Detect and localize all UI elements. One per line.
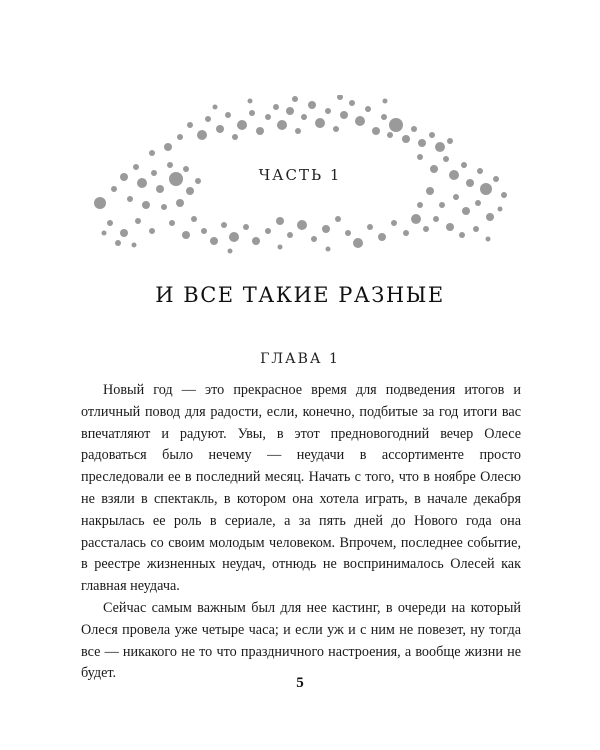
paragraph: Сейчас самым важным был для нее кастинг, в очереди на который Олеся провела уже четыре часа; и если уж и с ним не повезет, ну тогда все — никакого не то что праздничного настроения, а вообще жизни не будет. — [81, 599, 521, 682]
paragraph: Новый год — это прекрасное время для подведения итогов и отличный повод для радости, если, конечно, подбитые за год итоги вас впечатляют и радуют. Увы, в этот предновогодний вечер Олесе радоваться было нечему — неудачи в ассортименте просто преследовали ее в последний месяц. Начать с того, что в ноябре Олесю не взяли в спектакль, в котором она хотела играть, в начале декабря накрылась ее роль в сериале, а за пять дней до Нового года она рассталась со своим молодым человеком. Впрочем, последнее событие, в реестре жизненных неудач, отнюдь не воспринималось Олесей как главная неудача. — [81, 382, 521, 595]
page-number: 5 — [296, 675, 304, 691]
chapter-title: ГЛАВА 1 — [260, 351, 340, 367]
body-text — [81, 380, 521, 685]
book-title: И ВСЕ ТАКИЕ РАЗНЫЕ — [155, 283, 445, 307]
part-title: ЧАСТЬ 1 — [258, 166, 342, 184]
